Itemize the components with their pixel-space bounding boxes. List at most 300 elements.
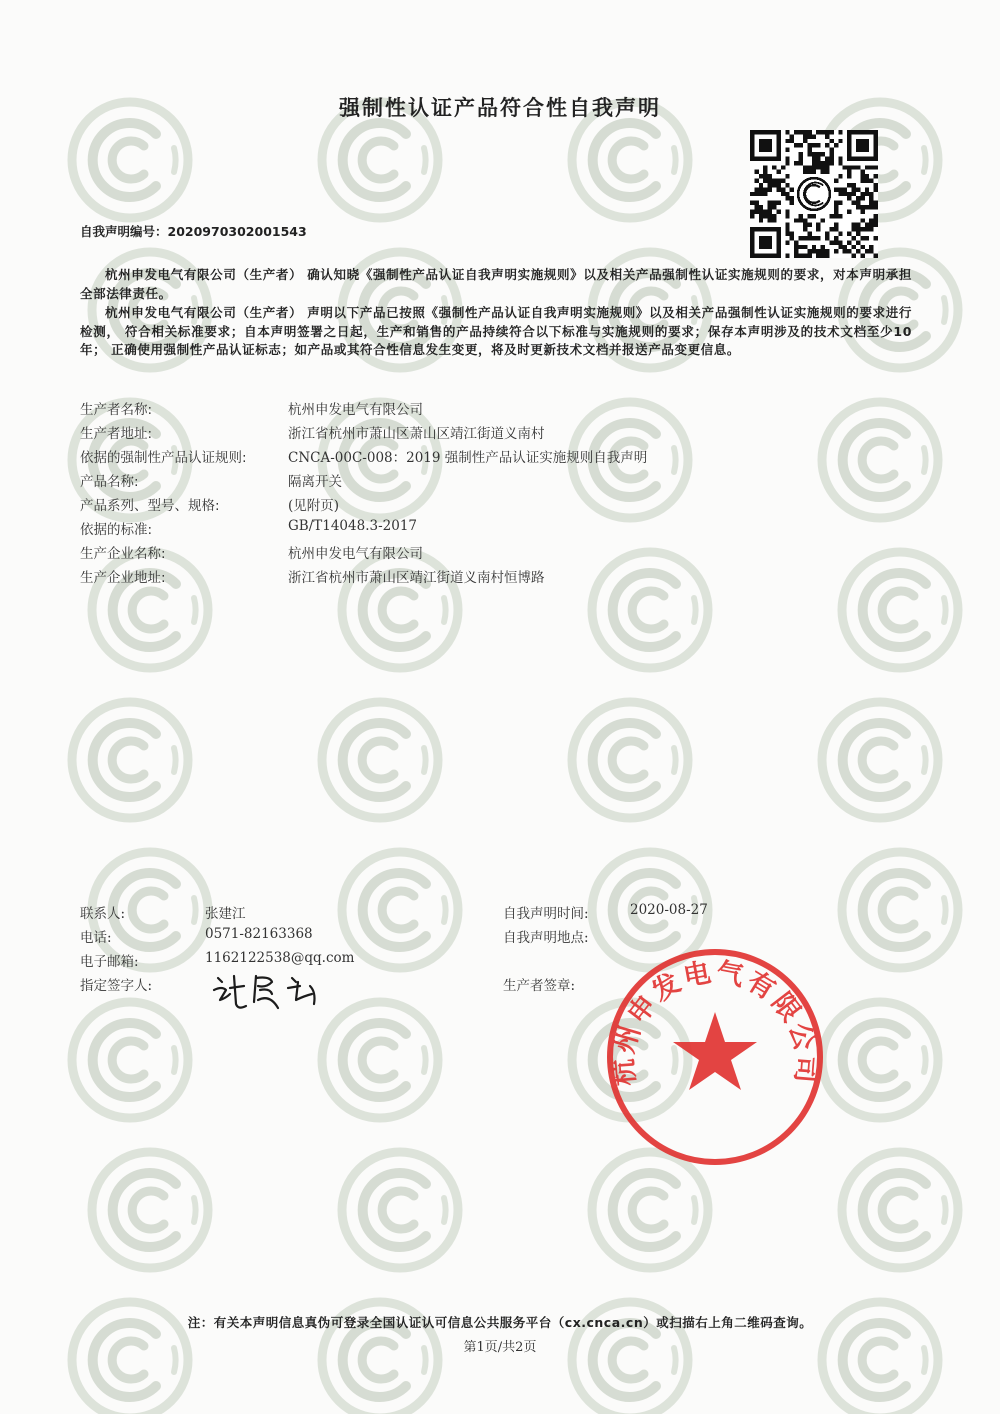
qr-module [807, 143, 811, 147]
qr-module [768, 179, 772, 183]
qr-module [794, 249, 798, 253]
field-label: 产品名称: [80, 474, 139, 490]
qr-module [781, 165, 785, 169]
qr-module [768, 201, 772, 205]
qr-module [772, 165, 776, 169]
qr-module [865, 165, 869, 169]
qr-module [847, 249, 851, 253]
qr-module [834, 201, 838, 205]
qr-module [860, 209, 864, 213]
qr-module [865, 249, 869, 253]
qr-module [847, 192, 851, 196]
qr-module [759, 205, 763, 209]
qr-module [785, 156, 789, 160]
qr-module [785, 232, 789, 236]
qr-module [825, 249, 829, 253]
qr-module [794, 218, 798, 222]
qr-module [847, 183, 851, 187]
qr-module [812, 143, 816, 147]
qr-module [759, 214, 763, 218]
qr-module [772, 201, 776, 205]
qr-module [869, 245, 873, 249]
qr-module [803, 245, 807, 249]
qr-module [838, 156, 842, 160]
qr-module [821, 218, 825, 222]
qr-module [838, 201, 842, 205]
qr-module [807, 254, 811, 258]
qr-module [799, 156, 803, 160]
declaration-number-label: 自我声明编号： [80, 224, 168, 239]
qr-module [847, 196, 851, 200]
qr-module [869, 218, 873, 222]
qr-module [852, 165, 856, 169]
qr-module [825, 143, 829, 147]
qr-module [803, 170, 807, 174]
field-value: CNCA-00C-008：2019 强制性产品认证实施规则自我声明 [288, 450, 648, 466]
qr-module [852, 245, 856, 249]
qr-module [847, 174, 851, 178]
qr-module [865, 174, 869, 178]
qr-module [803, 254, 807, 258]
qr-module [856, 196, 860, 200]
qr-module [865, 179, 869, 183]
qr-module [785, 183, 789, 187]
qr-module [768, 187, 772, 191]
qr-module [869, 196, 873, 200]
qr-module [807, 165, 811, 169]
qr-module [754, 205, 758, 209]
field-label: 产品系列、型号、规格: [80, 498, 220, 514]
qr-module [821, 249, 825, 253]
qr-module [856, 227, 860, 231]
qr-module [807, 223, 811, 227]
qr-module [874, 254, 878, 258]
qr-module [834, 214, 838, 218]
qr-module [785, 174, 789, 178]
qr-module [803, 134, 807, 138]
qr-module [754, 170, 758, 174]
qr-module [874, 218, 878, 222]
qr-module [825, 170, 829, 174]
qr-module [790, 187, 794, 191]
qr-module [799, 254, 803, 258]
qr-module [825, 156, 829, 160]
qr-module [816, 161, 820, 165]
qr-module [852, 201, 856, 205]
qr-module [834, 143, 838, 147]
qr-module [776, 179, 780, 183]
field-label: 依据的强制性产品认证规则: [80, 450, 247, 466]
qr-module [759, 174, 763, 178]
qr-module [812, 249, 816, 253]
qr-module [776, 209, 780, 213]
qr-module [860, 174, 864, 178]
qr-module [754, 201, 758, 205]
declaration-number [80, 222, 307, 240]
qr-module [768, 174, 772, 178]
qr-module [799, 161, 803, 165]
qr-module [776, 187, 780, 191]
qr-module [834, 236, 838, 240]
qr-module [799, 214, 803, 218]
qr-module [865, 236, 869, 240]
qr-module [838, 130, 842, 134]
qr-module [816, 249, 820, 253]
qr-module [829, 130, 833, 134]
qr-module [785, 240, 789, 244]
ccc-watermark-mark [342, 852, 458, 968]
qr-module [785, 148, 789, 152]
qr-module [816, 130, 820, 134]
qr-module [843, 165, 847, 169]
ccc-watermark-mark [92, 1152, 208, 1268]
qr-module [860, 236, 864, 240]
qr-module [794, 240, 798, 244]
qr-module [869, 201, 873, 205]
qr-module [829, 152, 833, 156]
qr-module [776, 201, 780, 205]
field-value: 隔离开关 [288, 474, 342, 490]
ccc-watermark-mark [842, 1152, 958, 1268]
field-label: 生产企业地址: [80, 570, 166, 586]
ccc-watermark-mark [342, 1152, 458, 1268]
qr-module [816, 152, 820, 156]
phone-value: 0571-82163368 [205, 926, 313, 942]
qr-module [869, 165, 873, 169]
qr-module [754, 209, 758, 213]
qr-module [825, 236, 829, 240]
qr-module [838, 192, 842, 196]
qr-module [825, 165, 829, 169]
qr-module [812, 165, 816, 169]
field-value: 杭州申发电气有限公司 [288, 402, 423, 418]
qr-module [834, 205, 838, 209]
qr-module [803, 227, 807, 231]
qr-module [785, 214, 789, 218]
qr-module [759, 209, 763, 213]
ccc-watermark-mark [822, 402, 938, 518]
qr-module [874, 236, 878, 240]
qr-module [754, 192, 758, 196]
qr-module [812, 214, 816, 218]
field-value: 杭州申发电气有限公司 [288, 546, 423, 562]
qr-module [803, 139, 807, 143]
verification-note: 注：有关本声明信息真伪可登录全国认证认可信息公共服务平台（cx.cnca.cn）或扫描右上角二维码查询。 [187, 1315, 813, 1330]
qr-module [856, 223, 860, 227]
ccc-watermark-mark [322, 1002, 438, 1118]
qr-module [763, 209, 767, 213]
qr-module [869, 205, 873, 209]
qr-module [812, 245, 816, 249]
qr-module [821, 165, 825, 169]
qr-module [834, 227, 838, 231]
qr-module [838, 174, 842, 178]
qr-module [816, 227, 820, 231]
qr-module [807, 249, 811, 253]
qr-module [772, 218, 776, 222]
qr-module [785, 227, 789, 231]
qr-module [874, 174, 878, 178]
qr-module [838, 187, 842, 191]
qr-module [869, 179, 873, 183]
qr-module [869, 192, 873, 196]
qr-module [790, 196, 794, 200]
qr-module [821, 161, 825, 165]
qr-module [843, 249, 847, 253]
page-number: 第1页/共2页 [463, 1340, 537, 1355]
qr-module [794, 130, 798, 134]
qr-module [785, 254, 789, 258]
qr-module [807, 130, 811, 134]
qr-module [874, 214, 878, 218]
qr-module [852, 192, 856, 196]
handwritten-signature [200, 964, 330, 1018]
qr-module [860, 254, 864, 258]
qr-module [834, 179, 838, 183]
qr-module [785, 196, 789, 200]
qr-module [785, 139, 789, 143]
qr-module [825, 232, 829, 236]
qr-module [781, 179, 785, 183]
qr-module [834, 240, 838, 244]
field-value: 浙江省杭州市萧山区靖江街道义南村恒博路 [288, 570, 545, 586]
qr-module [807, 236, 811, 240]
ccc-watermark-mark [72, 702, 188, 818]
qr-module [847, 170, 851, 174]
qr-module [821, 170, 825, 174]
qr-module [785, 192, 789, 196]
qr-module [874, 201, 878, 205]
qr-module [816, 156, 820, 160]
qr-module [750, 201, 754, 205]
qr-module [856, 249, 860, 253]
qr-module [843, 245, 847, 249]
qr-module [812, 156, 816, 160]
qr-module [768, 205, 772, 209]
qr-module [852, 223, 856, 227]
qr-module [816, 223, 820, 227]
qr-module [799, 152, 803, 156]
field-value: (见附页) [288, 498, 340, 514]
qr-module [754, 179, 758, 183]
qr-module [829, 240, 833, 244]
qr-module [865, 192, 869, 196]
ccc-watermark-mark [322, 702, 438, 818]
qr-module [838, 139, 842, 143]
qr-module [812, 170, 816, 174]
qr-module [763, 165, 767, 169]
qr-module [874, 205, 878, 209]
qr-module [852, 254, 856, 258]
qr-module [807, 134, 811, 138]
qr-module [865, 205, 869, 209]
qr-module [759, 218, 763, 222]
qr-module [865, 187, 869, 191]
qr-module [776, 183, 780, 187]
qr-module [860, 218, 864, 222]
qr-module [847, 232, 851, 236]
qr-module [852, 236, 856, 240]
field-label: 依据的标准: [80, 522, 153, 538]
qr-module [869, 223, 873, 227]
qr-module [834, 209, 838, 213]
qr-module [829, 214, 833, 218]
qr-module [860, 227, 864, 231]
qr-module [825, 130, 829, 134]
qr-module [838, 245, 842, 249]
qr-module [856, 201, 860, 205]
qr-module [807, 152, 811, 156]
qr-module [799, 143, 803, 147]
qr-module [838, 240, 842, 244]
qr-module [807, 148, 811, 152]
declaration-paragraph-2: 杭州申发电气有限公司（生产者） 声明以下产品已按照《强制性产品认证自我声明实施规则》以及相关产品强制性认证实施规则的要求进行检测， 符合相关标准要求；自本声明签署之日起，生产和销售的产品持续符合以下标准与实施规则的要求；保存本声明涉及的技术文档至少10年； 正确使用强制性产品认证标志；如产品或其符合性信息发生变更，将及时更新技术文档并报送产品变更信息。 [80, 305, 912, 357]
qr-module [776, 170, 780, 174]
qr-module [754, 187, 758, 191]
ccc-watermark-mark [822, 1002, 938, 1118]
qr-module [790, 139, 794, 143]
signer-label: 指定签字人: [80, 978, 153, 994]
qr-module [772, 205, 776, 209]
qr-module [821, 152, 825, 156]
qr-module [860, 205, 864, 209]
qr-module [843, 187, 847, 191]
qr-module [781, 187, 785, 191]
qr-module [856, 240, 860, 244]
qr-module [825, 161, 829, 165]
qr-module [768, 218, 772, 222]
qr-module [768, 183, 772, 187]
qr-module [750, 209, 754, 213]
qr-module [794, 254, 798, 258]
ccc-watermark-mark [572, 702, 688, 818]
qr-module [763, 170, 767, 174]
qr-module [794, 245, 798, 249]
qr-module [860, 196, 864, 200]
qr-module [816, 254, 820, 258]
qr-module [803, 165, 807, 169]
declaration-paragraph-1: 杭州申发电气有限公司（生产者） 确认知晓《强制性产品认证自我声明实施规则》以及相关产品强制性认证实施规则的要求，对本声明承担全部法律责任。 [80, 267, 912, 301]
ccc-watermark-mark [842, 852, 958, 968]
qr-module [794, 161, 798, 165]
qr-module [852, 187, 856, 191]
qr-module [834, 187, 838, 191]
field-value: 浙江省杭州市萧山区萧山区靖江街道义南村 [288, 426, 545, 442]
qr-module [790, 201, 794, 205]
qr-module [816, 165, 820, 169]
qr-module [763, 174, 767, 178]
qr-module [865, 227, 869, 231]
qr-module [825, 254, 829, 258]
qr-module [807, 232, 811, 236]
qr-module [790, 232, 794, 236]
qr-module [772, 179, 776, 183]
qr-module [825, 134, 829, 138]
qr-module [860, 179, 864, 183]
qr-module [794, 143, 798, 147]
qr-module [829, 148, 833, 152]
qr-module [816, 143, 820, 147]
qr-module [759, 183, 763, 187]
qr-module [812, 236, 816, 240]
qr-module [785, 161, 789, 165]
qr-module [799, 218, 803, 222]
ccc-watermark-mark [592, 552, 708, 668]
qr-module [829, 227, 833, 231]
qr-module [799, 245, 803, 249]
qr-module [821, 130, 825, 134]
qr-module [799, 236, 803, 240]
qr-module [860, 170, 864, 174]
qr-module [869, 227, 873, 231]
qr-module [803, 130, 807, 134]
qr-module [856, 187, 860, 191]
qr-module [821, 254, 825, 258]
qr-module [803, 236, 807, 240]
qr-module [816, 236, 820, 240]
qr-module [750, 214, 754, 218]
contact-person-label: 联系人: [80, 906, 126, 922]
qr-module [807, 214, 811, 218]
declaration-number-value: 2020970302001543 [167, 224, 307, 239]
qr-module [869, 249, 873, 253]
qr-module [847, 240, 851, 244]
qr-module [772, 183, 776, 187]
qr-module [838, 161, 842, 165]
qr-module [772, 214, 776, 218]
qr-module [763, 214, 767, 218]
company-seal [600, 942, 830, 1172]
field-value: GB/T14048.3-2017 [288, 518, 418, 534]
qr-module [852, 227, 856, 231]
qr-module [790, 236, 794, 240]
qr-module [790, 134, 794, 138]
qr-module [785, 209, 789, 213]
qr-module [812, 161, 816, 165]
qr-module [812, 134, 816, 138]
qr-module [781, 192, 785, 196]
qr-module [799, 130, 803, 134]
qr-code-icon[interactable] [750, 130, 878, 258]
qr-module [834, 223, 838, 227]
qr-module [763, 192, 767, 196]
qr-module [759, 187, 763, 191]
qr-module [874, 165, 878, 169]
qr-module [829, 139, 833, 143]
qr-module [860, 245, 864, 249]
field-label: 生产企业名称: [80, 546, 166, 562]
contact-person-value: 张建江 [205, 906, 246, 922]
email-label: 电子邮箱: [80, 954, 139, 970]
qr-module [865, 223, 869, 227]
field-label: 生产者地址: [80, 426, 153, 442]
qr-module [847, 165, 851, 169]
qr-module [834, 249, 838, 253]
qr-module [821, 245, 825, 249]
qr-module [847, 209, 851, 213]
qr-module [812, 152, 816, 156]
qr-module [829, 156, 833, 160]
document-title: 强制性认证产品符合性自我声明 [339, 96, 661, 120]
qr-module [874, 223, 878, 227]
qr-module [763, 179, 767, 183]
qr-module [829, 161, 833, 165]
qr-module [852, 183, 856, 187]
qr-module [785, 223, 789, 227]
seal-text: 杭州申发电气有限公司 [608, 956, 822, 1088]
qr-module [785, 130, 789, 134]
qr-module [768, 209, 772, 213]
